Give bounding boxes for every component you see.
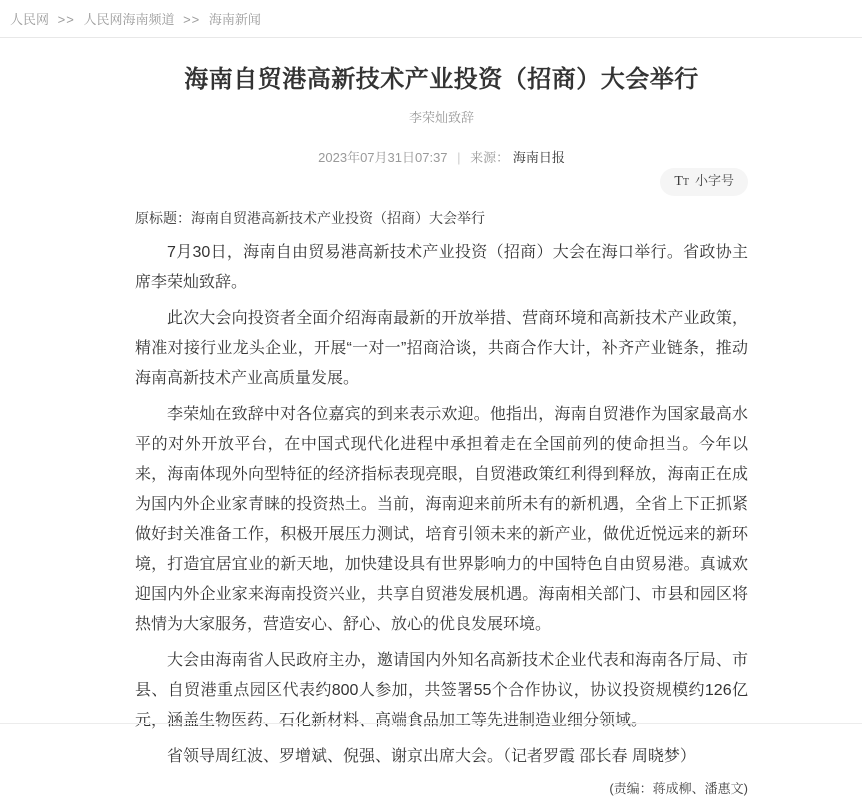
source-name: 海南日报: [512, 150, 565, 165]
font-size-icon: TT: [674, 174, 689, 189]
article-paragraph: 此次大会向投资者全面介绍海南最新的开放举措、营商环境和高新技术产业政策，精准对接行业龙头企业，开展“一对一”招商洽谈，共商合作大计，补齐产业链条，推动海南高新技术产业高质量发展。: [135, 310, 748, 387]
article-title: 海南自贸港高新技术产业投资（招商）大会举行: [184, 66, 699, 93]
article-subtitle: 李荣灿致辞: [408, 110, 474, 125]
breadcrumb-separator: >>: [183, 12, 201, 27]
breadcrumb-link-hainan-news[interactable]: 海南新闻: [208, 12, 261, 27]
article-paragraph: 大会由海南省人民政府主办，邀请国内外知名高新技术企业代表和海南各厅局、市县、自贸港重点园区代表约800人参加，共签署55个合作协议，协议投资规模约126亿元，涵盖生物医药、石化新材料、高端食品加工等先进制造业细分领域。: [135, 652, 748, 729]
breadcrumb: [0, 0, 862, 38]
article-paragraph: 7月30日，海南自由贸易港高新技术产业投资（招商）大会在海口举行。省政协主席李荣灿致辞。: [135, 244, 748, 291]
publish-datetime: 2023年07月31日07:37: [318, 150, 448, 165]
article-paragraph: 李荣灿在致辞中对各位嘉宾的到来表示欢迎。他指出，海南自贸港作为国家最高水平的对外开放平台，在中国式现代化进程中承担着走在全国前列的使命担当。今年以来，海南体现外向型特征的经济指标表现亮眼，自贸港政策红利得到释放，海南正在成为国内外企业家青睐的投资热土。当前，海南迎来前所未有的新机遇，全省上下正抓紧做好封关准备工作，积极开展压力测试，培育引领未来的新产业，做优近悦远来的新环境，打造宜居宜业的新天地，加快建设具有世界影响力的中国特色自由贸易港。真诚欢迎国内外企业家来海南投资兴业，共享自贸港发展机遇。海南相关部门、市县和园区将热情为大家服务，营造安心、舒心、放心的优良发展环境。: [135, 406, 748, 633]
breadcrumb-link-people[interactable]: 人民网: [10, 12, 50, 27]
breadcrumb-link-hainan-channel[interactable]: 人民网海南频道: [83, 12, 175, 27]
source-label: 来源：: [470, 150, 510, 165]
article-container: [135, 62, 748, 797]
editor-note: (责编：蒋成柳、潘惠文): [609, 781, 748, 796]
font-size-button-label: 小字号: [694, 173, 734, 188]
meta-separator: |: [457, 150, 461, 165]
article-paragraph: 省领导周红波、罗增斌、倪强、谢京出席大会。（记者罗霞 邵长春 周晓梦）: [167, 748, 696, 765]
font-size-button[interactable]: [660, 168, 748, 196]
original-title: 原标题：海南自贸港高新技术产业投资（招商）大会举行: [135, 210, 485, 226]
breadcrumb-separator: >>: [57, 12, 75, 27]
bottom-divider: [0, 723, 862, 724]
article-meta: [135, 147, 748, 166]
article-toolbar: [135, 168, 748, 196]
